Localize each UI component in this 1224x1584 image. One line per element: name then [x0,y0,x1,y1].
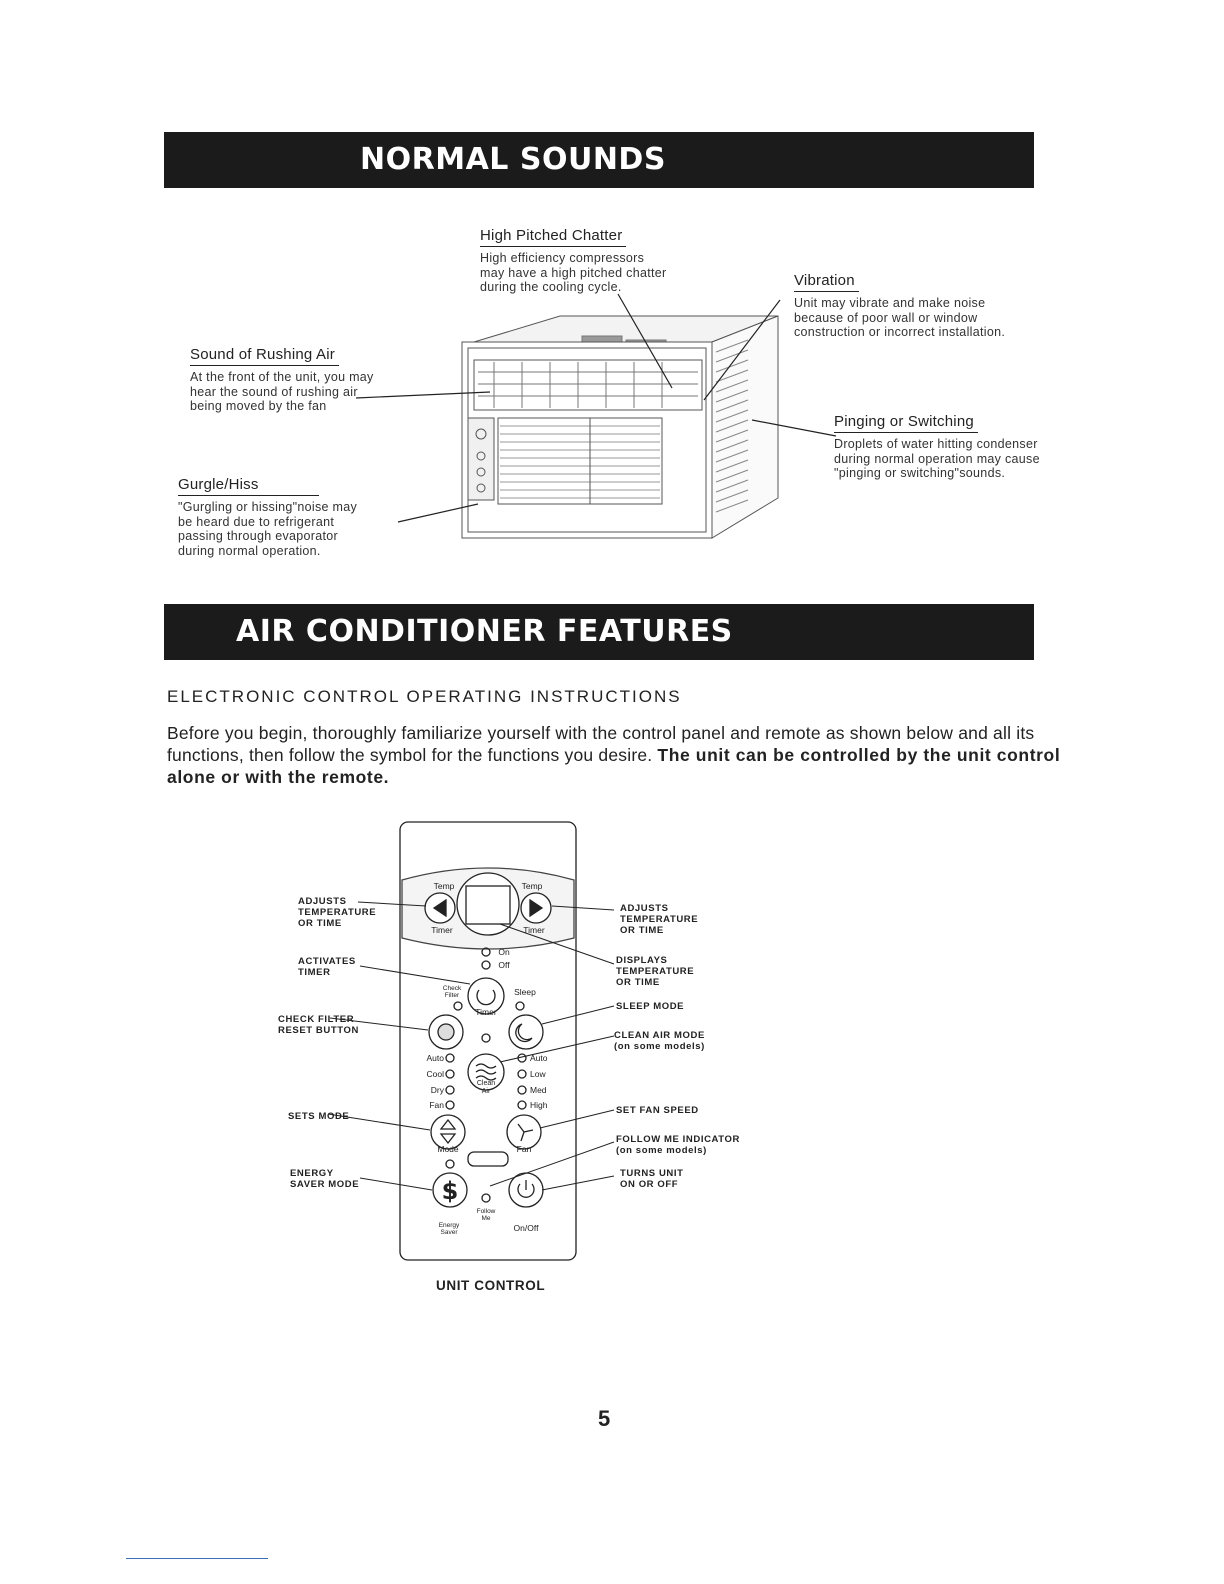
intro-text: Before you begin, thoroughly familiarize yourself with the control panel and remote as shown below and all its functions, then follow the symbol for the functions you desire. [167,723,1035,765]
label-clean-air: CLEAN AIR MODE (on some models) [614,1030,705,1052]
sleep-label: Sleep [514,987,536,997]
label-adjusts-temp-left: ADJUSTS TEMPERATURE OR TIME [298,896,377,929]
fan-auto-label: Auto [530,1053,548,1063]
timer-right-label: Timer [523,925,545,935]
callout-text: High efficiency compressors may have a high pitched chatter during the cooling cycle. [480,251,667,294]
clean-air-label: Clean Air [476,1080,496,1095]
footer-divider [126,1558,268,1559]
mode-fan-label: Fan [429,1100,444,1110]
on-off-label: On/Off [513,1223,539,1233]
label-turns-unit: TURNS UNIT ON OR OFF [620,1168,684,1190]
label-energy-saver: ENERGY SAVER MODE [290,1168,360,1190]
on-led-label: On [498,947,510,957]
callout-title: Pinging or Switching [834,412,978,433]
callout-title: Gurgle/Hiss [178,475,319,496]
timer-button-label: Timer [475,1007,497,1017]
callout-title: High Pitched Chatter [480,226,626,247]
svg-text:$: $ [441,1177,459,1205]
callout-text: Droplets of water hitting condenser during normal operation may cause "pinging or switching"sounds. [834,437,1040,480]
callout-text: Unit may vibrate and make noise because of poor wall or window construction or incorrect installation. [794,296,1006,339]
timer-left-label: Timer [431,925,453,935]
label-sets-mode: SETS MODE [288,1111,350,1122]
label-activates-timer: ACTIVATES TIMER [298,956,356,978]
fan-high-label: High [530,1100,548,1110]
mode-cool-label: Cool [426,1069,444,1079]
instructions-subheading: ELECTRONIC CONTROL OPERATING INSTRUCTIONS [167,687,682,706]
mode-dry-label: Dry [430,1085,444,1095]
normal-sounds-heading: NORMAL SOUNDS [360,142,666,177]
mode-button-label: Mode [437,1144,459,1154]
page-number: 5 [598,1406,611,1431]
energy-saver-label: Energy Saver [438,1222,460,1236]
fan-button-label: Fan [516,1144,532,1154]
label-follow-me: FOLLOW ME INDICATOR (on some models) [616,1134,740,1156]
callout-text: At the front of the unit, you may hear the sound of rushing air being moved by the fan [190,370,374,413]
label-fan-speed: SET FAN SPEED [616,1105,699,1116]
fan-low-label: Low [530,1069,546,1079]
label-displays: DISPLAYS TEMPERATURE OR TIME [616,955,695,988]
check-filter-label: Check Filter [442,985,462,999]
temp-right-label: Temp [521,881,543,891]
callout-text: "Gurgling or hissing"noise may be heard due to refrigerant passing through evaporator during normal operation. [178,500,358,558]
label-check-filter: CHECK FILTER RESET BUTTON [278,1014,359,1036]
fan-med-label: Med [530,1085,547,1095]
label-sleep-mode: SLEEP MODE [616,1001,685,1012]
label-adjusts-temp-right: ADJUSTS TEMPERATURE OR TIME [620,903,699,936]
callout-title: Sound of Rushing Air [190,345,339,366]
features-heading: AIR CONDITIONER FEATURES [236,614,733,649]
intro-bold-text: The unit can be controlled by the unit control alone or with the remote. [167,745,1061,787]
off-led-label: Off [498,960,510,970]
unit-control-caption: UNIT CONTROL [436,1278,546,1293]
mode-auto-label: Auto [426,1053,444,1063]
callout-title: Vibration [794,271,859,292]
temp-left-label: Temp [433,881,455,891]
follow-me-label: Follow Me [476,1208,496,1222]
